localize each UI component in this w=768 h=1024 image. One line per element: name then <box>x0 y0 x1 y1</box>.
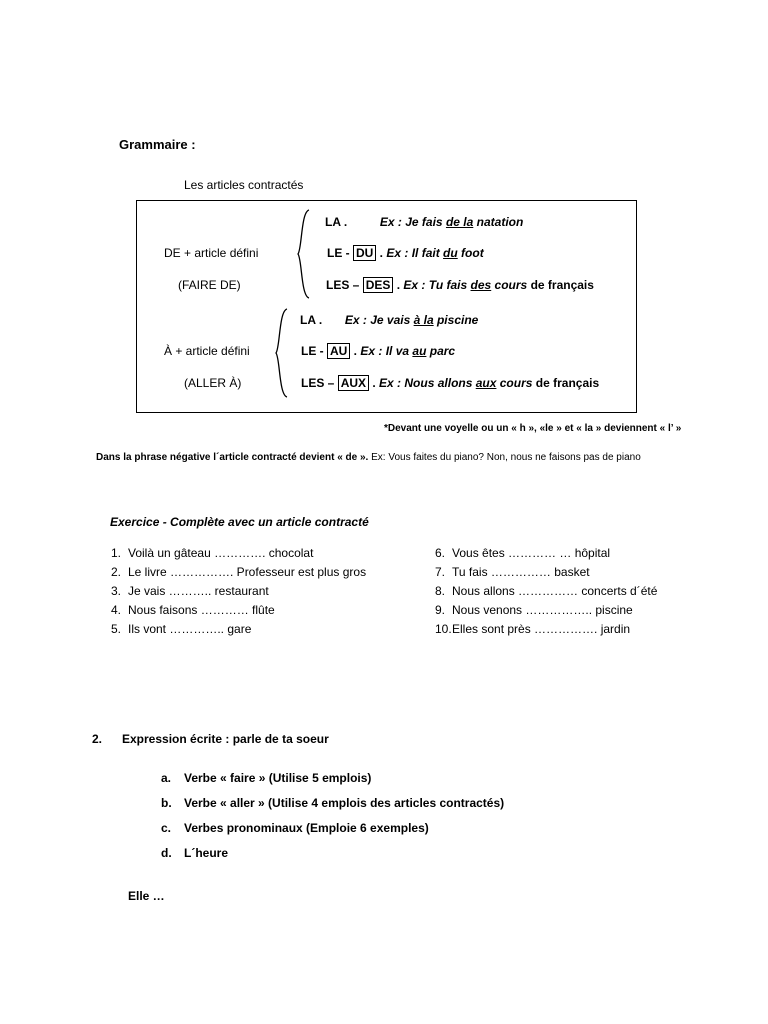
list-item <box>435 565 657 584</box>
de-les-ex-post: cours <box>491 278 528 292</box>
a-les-article: LES – <box>301 376 338 390</box>
item-text: Tu fais …………… basket <box>452 565 590 579</box>
de-les-ex-pre: Ex : Tu fais <box>403 278 471 292</box>
item-text: Ils vont ………….. gare <box>128 622 252 636</box>
list-item <box>435 603 657 622</box>
item-number: 3. <box>111 584 122 598</box>
a-le-box: AU <box>327 343 350 359</box>
de-la-ex-post: natation <box>473 215 524 229</box>
list-item <box>161 846 504 871</box>
de-la-article: LA . <box>325 215 348 229</box>
item-text: Voilà un gâteau …………. chocolat <box>128 546 314 560</box>
de-la-ex-u: de la <box>445 215 474 229</box>
a-les-box: AUX <box>338 375 369 391</box>
list-item <box>161 821 504 846</box>
item-text: Verbe « aller » (Utilise 4 emplois des articles contractés) <box>184 796 505 810</box>
a-brace-icon <box>275 308 289 398</box>
a-la-ex-u: à la <box>413 313 434 327</box>
de-sub: (FAIRE DE) <box>178 278 241 292</box>
item-letter: d. <box>161 846 172 860</box>
list-item <box>161 796 504 821</box>
a-le-article: LE - <box>301 344 327 358</box>
de-la-ex-pre: Ex : Je fais <box>379 215 446 229</box>
de-la-row <box>325 215 523 229</box>
a-la-ex-pre: Ex : Je vais <box>344 313 414 327</box>
item-number: 7. <box>435 565 446 579</box>
a-le-ex-u: au <box>412 344 427 358</box>
a-label: À + article défini <box>164 344 250 358</box>
item-number: 8. <box>435 584 446 598</box>
grammaire-heading: Grammaire : <box>119 137 196 152</box>
de-le-article: LE - <box>327 246 353 260</box>
de-le-ex-pre: Ex : Il fait <box>386 246 444 260</box>
item-text: Elles sont près ……………. jardin <box>452 622 631 636</box>
negative-note-rule: Dans la phrase négative l´article contracté devient « de ». <box>96 452 369 463</box>
a-le-row <box>301 344 455 358</box>
de-les-box: DES <box>363 277 394 293</box>
de-les-tail: de français <box>527 278 594 292</box>
list-item <box>111 603 366 622</box>
footnote: *Devant une voyelle ou un « h », «le » et « la » deviennent « l’ » <box>384 423 682 434</box>
closing-text: Elle … <box>128 889 165 903</box>
list-item <box>435 622 657 641</box>
a-les-ex-pre: Ex : Nous allons <box>379 376 476 390</box>
item-text: Nous faisons ………… flûte <box>128 603 275 617</box>
item-letter: c. <box>161 821 172 835</box>
a-la-row <box>300 313 478 327</box>
exercise-title: Exercice - Complète avec un article contracté <box>110 515 369 529</box>
item-letter: a. <box>161 771 172 785</box>
section2-list <box>161 771 504 871</box>
articles-title: Les articles contractés <box>184 178 304 192</box>
item-text: Vous êtes ………… … hôpital <box>452 546 611 560</box>
item-number: 9. <box>435 603 446 617</box>
de-brace-icon <box>297 209 311 299</box>
de-les-article: LES – <box>326 278 363 292</box>
list-item <box>111 546 366 565</box>
a-les-tail: de français <box>532 376 600 390</box>
item-text: L´heure <box>184 846 229 860</box>
section2-number: 2. <box>92 732 103 746</box>
a-la-ex-post: piscine <box>433 313 479 327</box>
negative-note-example: Ex: Vous faites du piano? Non, nous ne faisons pas de piano <box>368 452 641 463</box>
list-item <box>111 565 366 584</box>
list-item <box>435 584 657 603</box>
item-letter: b. <box>161 796 172 810</box>
a-les-dot: . <box>369 376 376 390</box>
de-les-ex-u: des <box>470 278 492 292</box>
list-item <box>111 584 366 603</box>
item-number: 10. <box>435 622 452 636</box>
de-le-box: DU <box>353 245 376 261</box>
item-number: 4. <box>111 603 122 617</box>
de-les-row <box>326 278 594 292</box>
item-number: 1. <box>111 546 122 560</box>
item-number: 5. <box>111 622 122 636</box>
exercise-right-list <box>435 546 657 641</box>
de-label: DE + article défini <box>164 246 259 260</box>
a-les-row <box>301 376 599 390</box>
a-sub: (ALLER À) <box>184 376 242 390</box>
section2-title: Expression écrite : parle de ta soeur <box>122 732 329 746</box>
a-le-ex-pre: Ex : Il va <box>360 344 413 358</box>
item-text: Nous venons …………….. piscine <box>452 603 633 617</box>
item-text: Verbe « faire » (Utilise 5 emplois) <box>184 771 372 785</box>
a-les-ex-post: cours <box>496 376 533 390</box>
list-item <box>111 622 366 641</box>
item-text: Verbes pronominaux (Emploie 6 exemples) <box>184 821 429 835</box>
list-item <box>435 546 657 565</box>
item-text: Le livre ……………. Professeur est plus gros <box>128 565 367 579</box>
item-number: 2. <box>111 565 122 579</box>
de-le-ex-u: du <box>443 246 458 260</box>
a-la-article: LA . <box>300 313 323 327</box>
a-les-ex-u: aux <box>475 376 497 390</box>
de-les-dot: . <box>393 278 401 292</box>
list-item <box>161 771 504 796</box>
de-le-dot: . <box>376 246 384 260</box>
negative-note <box>96 452 641 463</box>
de-le-row <box>327 246 484 260</box>
item-text: Je vais ……….. restaurant <box>128 584 269 598</box>
item-number: 6. <box>435 546 446 560</box>
a-le-dot: . <box>350 344 358 358</box>
item-text: Nous allons …………… concerts d´été <box>452 584 658 598</box>
exercise-left-list <box>111 546 366 641</box>
de-le-ex-post: foot <box>457 246 484 260</box>
a-le-ex-post: parc <box>426 344 456 358</box>
